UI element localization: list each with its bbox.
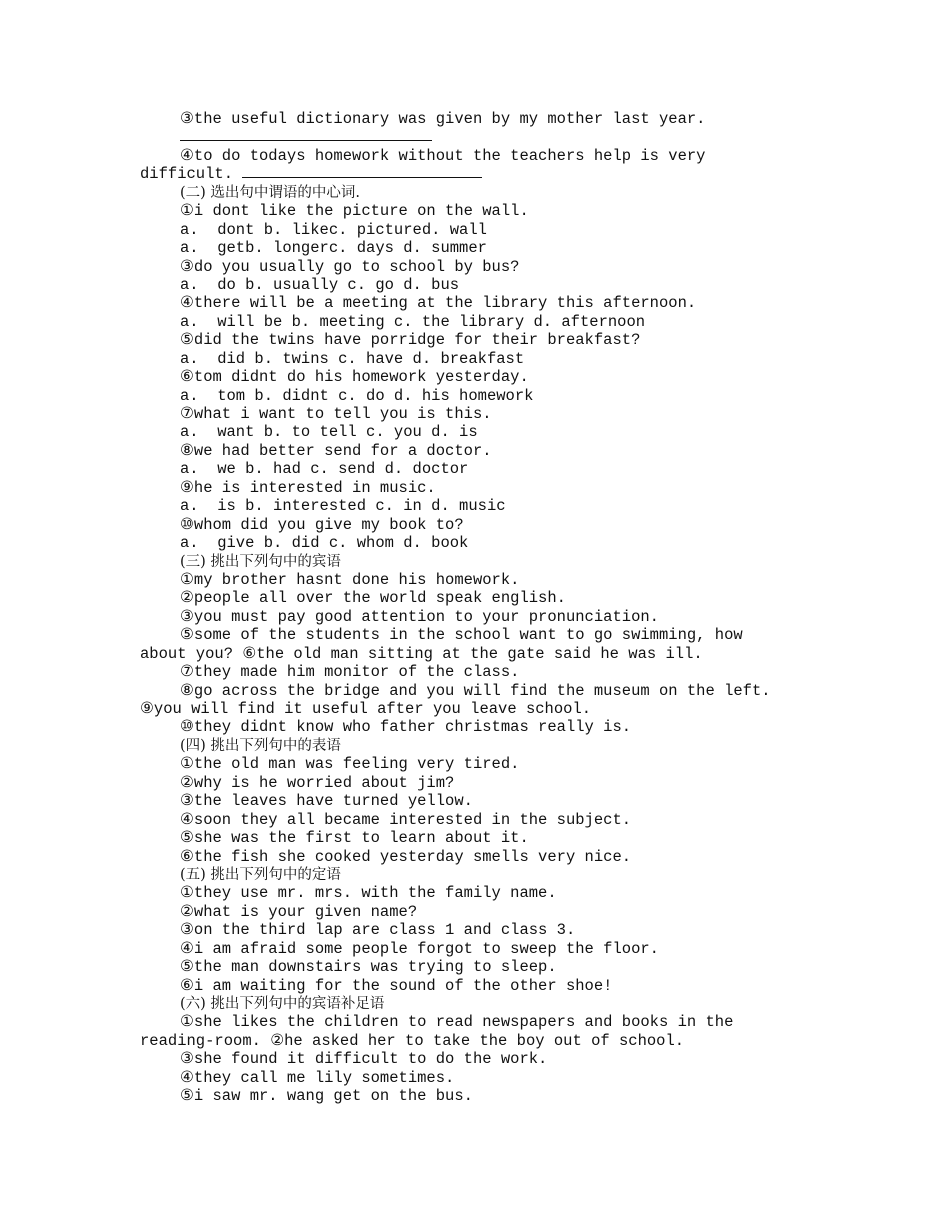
- text-line: [140, 202, 820, 220]
- line-text: ⑦what i want to tell you is this.: [180, 405, 492, 423]
- text-line: [140, 258, 820, 276]
- text-line: [140, 442, 820, 460]
- line-text: ②people all over the world speak english.: [180, 589, 566, 608]
- text-line: [140, 811, 820, 829]
- text-line: [140, 940, 820, 958]
- line-text: ③do you usually go to school by bus?: [180, 257, 520, 276]
- text-line: [140, 700, 820, 718]
- line-text: ③she found it difficult to do the work.: [180, 1050, 548, 1069]
- line-text: ③the leaves have turned yellow.: [180, 792, 473, 811]
- text-line: [140, 460, 820, 478]
- section-heading: (二) 选出句中谓语的中心词.: [180, 184, 361, 201]
- answer-blank: [180, 128, 432, 141]
- text-line: [140, 718, 820, 736]
- text-line: [140, 682, 820, 700]
- line-text: difficult.: [140, 165, 243, 184]
- line-text: ⑤the man downstairs was trying to sleep.: [180, 958, 557, 977]
- line-text: ⑤did the twins have porridge for their breakfast?: [180, 331, 641, 350]
- line-text: a. will be b. meeting c. the library d. afternoon: [180, 312, 646, 331]
- text-line: [140, 1032, 820, 1050]
- line-text: ③the useful dictionary was given by my mother last year.: [180, 110, 706, 128]
- text-line: [140, 645, 820, 663]
- answer-blank: [242, 165, 482, 178]
- line-text: a. want b. to tell c. you d. is: [180, 423, 478, 442]
- text-line: [140, 184, 820, 202]
- document-body: [140, 110, 820, 1106]
- section-heading: (六) 挑出下列句中的宾语补足语: [180, 996, 385, 1012]
- text-line: [140, 977, 820, 995]
- text-line: [140, 1013, 820, 1031]
- text-line: [140, 110, 820, 128]
- text-line: [140, 387, 820, 405]
- text-line: [140, 903, 820, 921]
- text-line: [140, 331, 820, 349]
- line-text: a. dont b. likec. pictured. wall: [180, 220, 487, 239]
- text-line: [140, 829, 820, 847]
- section-heading: (三) 挑出下列句中的宾语: [180, 553, 341, 570]
- line-text: ①i dont like the picture on the wall.: [180, 202, 529, 221]
- text-line: [140, 958, 820, 976]
- text-line: [140, 1087, 820, 1105]
- line-text: reading-room. ②he asked her to take the boy out of school.: [140, 1031, 685, 1050]
- text-line: [140, 313, 820, 331]
- text-line: [140, 571, 820, 589]
- section-heading: (四) 挑出下列句中的表语: [180, 737, 341, 754]
- line-text: ④soon they all became interested in the subject.: [180, 810, 632, 829]
- text-line: [140, 294, 820, 312]
- line-text: ④there will be a meeting at the library this afternoon.: [180, 294, 697, 313]
- text-line: [140, 128, 820, 146]
- text-line: [140, 553, 820, 571]
- text-line: [140, 350, 820, 368]
- line-text: ⑦they made him monitor of the class.: [180, 663, 520, 682]
- line-text: ④to do todays homework without the teachers help is very: [180, 146, 706, 165]
- text-line: [140, 1050, 820, 1068]
- text-line: [140, 626, 820, 644]
- text-line: [140, 147, 820, 165]
- section-heading: (五) 挑出下列句中的定语: [180, 866, 341, 883]
- text-line: [140, 884, 820, 902]
- line-text: about you? ⑥the old man sitting at the gate said he was ill.: [140, 644, 703, 663]
- text-line: [140, 165, 820, 183]
- text-line: [140, 755, 820, 773]
- line-text: ⑨he is interested in music.: [180, 478, 436, 497]
- line-text: ⑥i am waiting for the sound of the other shoe!: [180, 976, 613, 995]
- text-line: [140, 792, 820, 810]
- line-text: a. we b. had c. send d. doctor: [180, 460, 469, 479]
- text-line: [140, 479, 820, 497]
- line-text: ①my brother hasnt done his homework.: [180, 570, 520, 589]
- line-text: ①she likes the children to read newspapers and books in the: [180, 1013, 734, 1032]
- line-text: ③you must pay good attention to your pronunciation.: [180, 607, 659, 626]
- line-text: ⑤i saw mr. wang get on the bus.: [180, 1087, 473, 1106]
- line-text: a. give b. did c. whom d. book: [180, 534, 469, 553]
- line-text: ①they use mr. mrs. with the family name.: [180, 884, 557, 903]
- line-text: ④they call me lily sometimes.: [180, 1068, 455, 1087]
- line-text: ⑩they didnt know who father christmas really is.: [180, 718, 632, 737]
- line-text: ⑩whom did you give my book to?: [180, 515, 464, 534]
- line-text: ⑧we had better send for a doctor.: [180, 441, 492, 460]
- text-line: [140, 221, 820, 239]
- line-text: ④i am afraid some people forgot to sweep the floor.: [180, 939, 659, 958]
- text-line: [140, 608, 820, 626]
- text-line: [140, 589, 820, 607]
- line-text: ⑥tom didnt do his homework yesterday.: [180, 368, 529, 387]
- line-text: ⑤she was the first to learn about it.: [180, 829, 529, 848]
- line-text: ⑧go across the bridge and you will find the museum on the left.: [180, 681, 771, 700]
- line-text: ③on the third lap are class 1 and class 3.: [180, 921, 576, 940]
- text-line: [140, 516, 820, 534]
- text-line: [140, 239, 820, 257]
- text-line: [140, 423, 820, 441]
- line-text: a. is b. interested c. in d. music: [180, 497, 506, 516]
- line-text: ①the old man was feeling very tired.: [180, 755, 520, 774]
- line-text: ②why is he worried about jim?: [180, 773, 455, 792]
- text-line: [140, 497, 820, 515]
- line-text: a. do b. usually c. go d. bus: [180, 275, 460, 294]
- text-line: [140, 774, 820, 792]
- line-text: ⑥the fish she cooked yesterday smells very nice.: [180, 847, 632, 866]
- text-line: [140, 921, 820, 939]
- text-line: [140, 1069, 820, 1087]
- line-text: ⑨you will find it useful after you leave school.: [140, 700, 592, 718]
- text-line: [140, 848, 820, 866]
- text-line: [140, 534, 820, 552]
- line-text: a. getb. longerc. days d. summer: [180, 239, 487, 258]
- line-text: ⑤some of the students in the school want to go swimming, how: [180, 626, 743, 645]
- line-text: a. did b. twins c. have d. breakfast: [180, 349, 525, 368]
- text-line: [140, 737, 820, 755]
- text-line: [140, 405, 820, 423]
- text-line: [140, 276, 820, 294]
- line-text: ②what is your given name?: [180, 902, 418, 921]
- text-line: [140, 368, 820, 386]
- text-line: [140, 866, 820, 884]
- line-text: a. tom b. didnt c. do d. his homework: [180, 386, 534, 405]
- text-line: [140, 663, 820, 681]
- text-line: [140, 995, 820, 1013]
